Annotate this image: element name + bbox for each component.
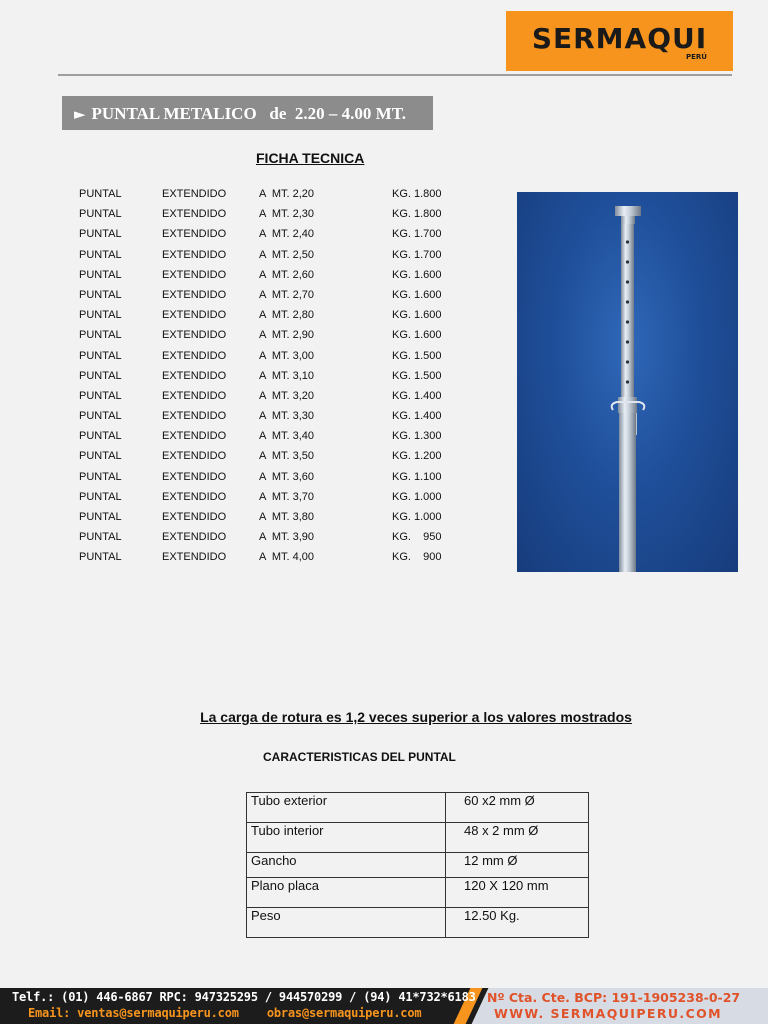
spec-length: A MT. 3,00 xyxy=(259,349,315,362)
property-label: Tubo exterior xyxy=(247,793,446,823)
property-value: 120 X 120 mm xyxy=(446,878,589,908)
spec-item: PUNTAL xyxy=(79,188,122,200)
spec-state: EXTENDIDO xyxy=(162,389,227,402)
spec-item: PUNTAL xyxy=(79,389,122,402)
spec-item: PUNTAL xyxy=(79,410,122,423)
spec-length: A MT. 3,90 xyxy=(259,531,315,544)
spec-state: EXTENDIDO xyxy=(162,531,227,544)
spec-item: PUNTAL xyxy=(79,329,122,342)
property-value: 12 mm Ø xyxy=(446,853,589,878)
spec-state: EXTENDIDO xyxy=(162,551,227,564)
spec-state: EXTENDIDO xyxy=(162,208,227,221)
spec-state: EXTENDIDO xyxy=(162,511,227,523)
spec-item: PUNTAL xyxy=(79,430,122,443)
spec-state: EXTENDIDO xyxy=(162,268,227,281)
property-value: 48 x 2 mm Ø xyxy=(446,823,589,853)
spec-state: EXTENDIDO xyxy=(162,369,227,382)
spec-weight: KG. 1.100 xyxy=(392,470,442,483)
caracteristicas-heading: CARACTERISTICAS DEL PUNTAL xyxy=(263,750,456,764)
table-row xyxy=(247,853,589,878)
rotura-note: La carga de rotura es 1,2 veces superior a los valores mostrados xyxy=(200,709,632,725)
spec-state: EXTENDIDO xyxy=(162,329,227,342)
spec-weight: KG. 1.800 xyxy=(392,188,442,200)
spec-item: PUNTAL xyxy=(79,511,122,523)
table-row xyxy=(247,793,589,823)
spec-state: EXTENDIDO xyxy=(162,410,227,423)
footer-website: WWW. SERMAQUIPERU.COM xyxy=(494,1006,723,1021)
table-row xyxy=(247,878,589,908)
property-label: Tubo interior xyxy=(247,823,446,853)
spec-weight: KG. 1.700 xyxy=(392,228,442,241)
spec-state: EXTENDIDO xyxy=(162,430,227,443)
spec-item: PUNTAL xyxy=(79,470,122,483)
header-divider xyxy=(58,74,732,76)
spec-length: A MT. 3,10 xyxy=(259,369,315,382)
spec-state: EXTENDIDO xyxy=(162,349,227,362)
spec-weight: KG. 1.000 xyxy=(392,511,442,523)
spec-state: EXTENDIDO xyxy=(162,490,227,503)
spec-item: PUNTAL xyxy=(79,531,122,544)
footer-bank-account: Nº Cta. Cte. BCP: 191-1905238-0-27 xyxy=(487,990,741,1005)
spec-item: PUNTAL xyxy=(79,369,122,382)
spec-length: A MT. 2,30 xyxy=(259,208,315,221)
title-banner xyxy=(62,96,433,130)
spec-length: A MT. 2,90 xyxy=(259,329,315,342)
spec-length: A MT. 3,80 xyxy=(259,511,315,523)
spec-item: PUNTAL xyxy=(79,268,122,281)
spec-weight: KG. 1.700 xyxy=(392,248,442,261)
spec-state: EXTENDIDO xyxy=(162,309,227,322)
ficha-tecnica-heading: FICHA TECNICA xyxy=(256,150,365,166)
property-label: Gancho xyxy=(247,853,446,878)
spec-weight: KG. 1.200 xyxy=(392,450,442,463)
spec-item: PUNTAL xyxy=(79,349,122,362)
property-value: 12.50 Kg. xyxy=(446,908,589,938)
spec-item: PUNTAL xyxy=(79,490,122,503)
spec-state: EXTENDIDO xyxy=(162,450,227,463)
spec-length: A MT. 2,70 xyxy=(259,288,315,301)
spec-weight: KG. 1.400 xyxy=(392,389,442,402)
spec-item: PUNTAL xyxy=(79,208,122,221)
logo-country: PERÚ xyxy=(686,53,707,61)
footer-emails: Email: ventas@sermaquiperu.com obras@sermaquiperu.com xyxy=(28,1006,422,1020)
spec-item: PUNTAL xyxy=(79,288,122,301)
spec-item: PUNTAL xyxy=(79,551,122,564)
footer-phones: Telf.: (01) 446-6867 RPC: 947325295 / 944570299 / (94) 41*732*6183 xyxy=(12,990,476,1004)
spec-state: EXTENDIDO xyxy=(162,228,227,241)
spec-weight: KG. 1.400 xyxy=(392,410,442,423)
spec-state: EXTENDIDO xyxy=(162,288,227,301)
logo-name: SERMAQUI xyxy=(531,22,708,55)
characteristics-table xyxy=(246,792,589,938)
spec-length: A MT. 3,70 xyxy=(259,490,315,503)
property-label: Plano placa xyxy=(247,878,446,908)
page-title: PUNTAL METALICO de 2.20 – 4.00 MT. xyxy=(91,104,407,123)
spec-length: A MT. 2,50 xyxy=(259,248,315,261)
spec-weight: KG. 900 xyxy=(392,551,442,564)
play-arrow-icon: ► xyxy=(74,105,86,123)
sermaqui-logo xyxy=(506,11,733,71)
spec-weight: KG. 1.500 xyxy=(392,349,442,362)
spec-weight: KG. 1.800 xyxy=(392,208,442,221)
table-row xyxy=(247,823,589,853)
property-value: 60 x2 mm Ø xyxy=(446,793,589,823)
spec-weight: KG. 1.500 xyxy=(392,369,442,382)
spec-length: A MT. 2,40 xyxy=(259,228,315,241)
spec-length: A MT. 3,50 xyxy=(259,450,315,463)
spec-weight: KG. 1.600 xyxy=(392,329,442,342)
spec-state: EXTENDIDO xyxy=(162,248,227,261)
spec-item: PUNTAL xyxy=(79,248,122,261)
spec-length: A MT. 3,40 xyxy=(259,430,315,443)
spec-length: A MT. 3,30 xyxy=(259,410,315,423)
spec-length: A MT. 3,20 xyxy=(259,389,315,402)
spec-state: EXTENDIDO xyxy=(162,188,227,200)
property-label: Peso xyxy=(247,908,446,938)
spec-length: A MT. 4,00 xyxy=(259,551,315,564)
spec-weight: KG. 1.000 xyxy=(392,490,442,503)
spec-weight: KG. 1.600 xyxy=(392,268,442,281)
spec-length: A MT. 2,20 xyxy=(259,188,315,200)
spec-item: PUNTAL xyxy=(79,309,122,322)
spec-item: PUNTAL xyxy=(79,450,122,463)
spec-weight: KG. 1.600 xyxy=(392,309,442,322)
spec-item: PUNTAL xyxy=(79,228,122,241)
spec-length: A MT. 2,60 xyxy=(259,268,315,281)
spec-weight: KG. 950 xyxy=(392,531,442,544)
spec-state: EXTENDIDO xyxy=(162,470,227,483)
table-row xyxy=(247,908,589,938)
spec-weight: KG. 1.600 xyxy=(392,288,442,301)
puntal-product-photo xyxy=(517,192,738,572)
spec-length: A MT. 3,60 xyxy=(259,470,315,483)
puntal-illustration xyxy=(517,192,738,572)
contact-footer xyxy=(0,988,768,1024)
spec-length: A MT. 2,80 xyxy=(259,309,315,322)
spec-weight: KG. 1.300 xyxy=(392,430,442,443)
